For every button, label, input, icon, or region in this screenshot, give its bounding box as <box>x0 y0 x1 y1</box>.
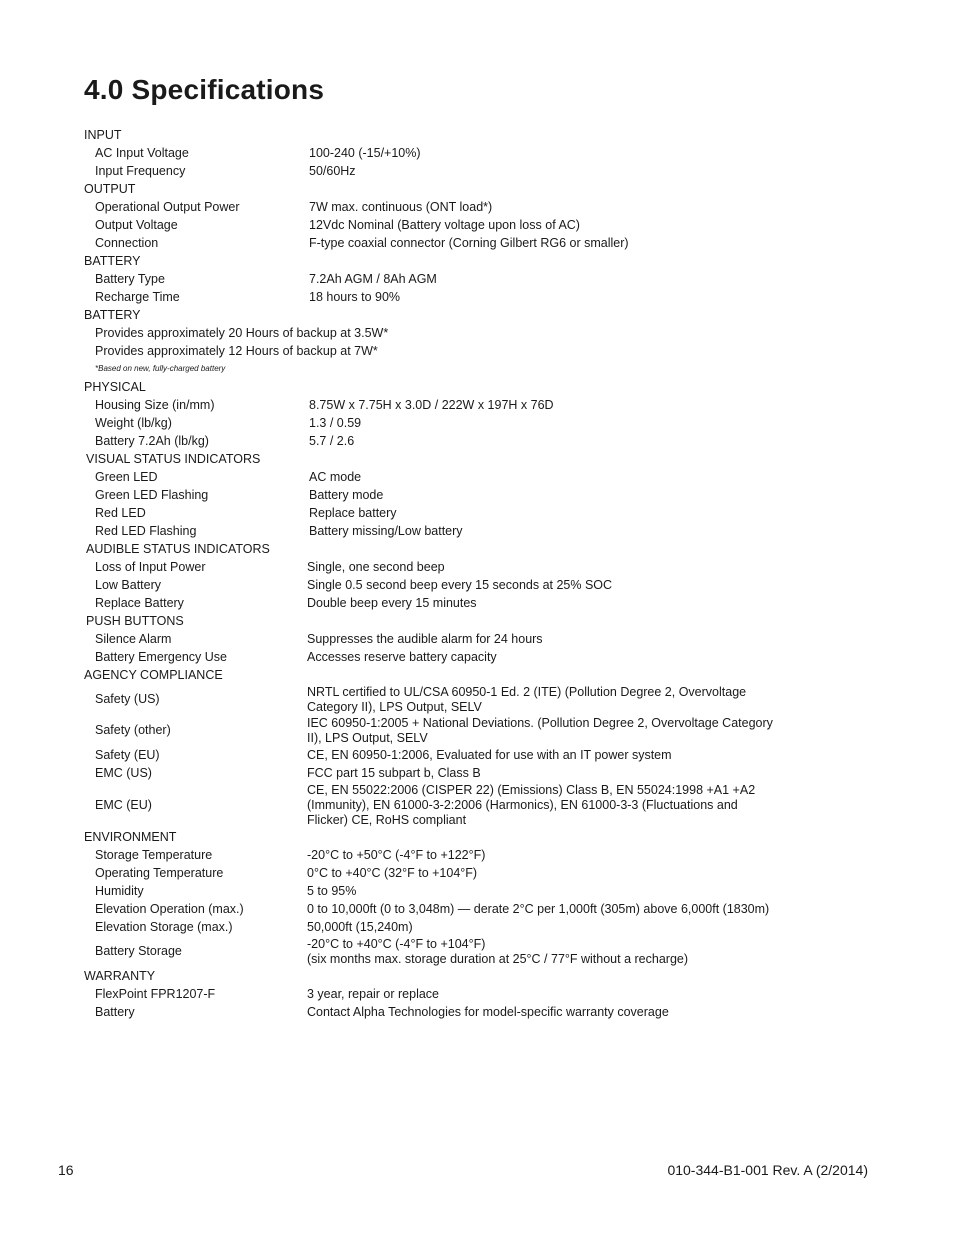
spec-value: 100-240 (-15/+10%) <box>309 145 421 160</box>
spec-label: Battery Type <box>95 271 165 286</box>
value-line: (six months max. storage duration at 25°C / 77°F without a recharge) <box>307 951 689 966</box>
spec-value: AC mode <box>309 469 362 484</box>
spec-label: Silence Alarm <box>95 631 172 646</box>
section-heading-audible: AUDIBLE STATUS INDICATORS <box>86 542 270 556</box>
spec-row <box>84 1003 804 1021</box>
spec-row <box>84 198 804 216</box>
spec-value: 50/60Hz <box>309 163 356 178</box>
spec-label: Operational Output Power <box>95 199 240 214</box>
spec-row <box>84 396 804 414</box>
spec-value: 0°C to +40°C (32°F to +104°F) <box>307 865 478 880</box>
spec-label: FlexPoint FPR1207-F <box>95 986 216 1001</box>
section-heading-battery: BATTERY <box>84 254 141 268</box>
spec-label: Red LED <box>95 505 146 520</box>
spec-row <box>84 900 804 918</box>
spec-value: 0 to 10,000ft (0 to 3,048m) — derate 2°C per 1,000ft (305m) above 6,000ft (1830m) <box>307 901 770 916</box>
spec-row <box>84 270 804 288</box>
spec-label: Housing Size (in/mm) <box>95 397 215 412</box>
spec-row <box>84 630 804 648</box>
backup-note: Provides approximately 20 Hours of backup at 3.5W* <box>95 326 389 340</box>
spec-value <box>307 937 804 967</box>
spec-label: Output Voltage <box>95 217 178 232</box>
section-heading-environment: ENVIRONMENT <box>84 830 177 844</box>
page-number: 16 <box>58 1162 74 1178</box>
spec-label: Battery <box>95 1004 135 1019</box>
section-heading-battery-backup: BATTERY <box>84 308 141 322</box>
spec-value: CE, EN 60950-1:2006, Evaluated for use with an IT power system <box>307 747 672 762</box>
spec-row <box>84 234 804 252</box>
spec-label: EMC (US) <box>95 765 152 780</box>
spec-row <box>84 985 804 1003</box>
spec-row <box>84 558 804 576</box>
value-line: Category II), LPS Output, SELV <box>307 699 482 714</box>
section-heading-push-buttons: PUSH BUTTONS <box>86 614 184 628</box>
spec-label: Elevation Operation (max.) <box>95 901 244 916</box>
spec-value: 5 to 95% <box>307 883 357 898</box>
spec-value: Contact Alpha Technologies for model-specific warranty coverage <box>307 1004 669 1019</box>
footnote: *Based on new, fully-charged battery <box>95 364 226 373</box>
spec-row <box>84 162 804 180</box>
spec-label: Safety (other) <box>95 723 171 737</box>
spec-label: Storage Temperature <box>95 847 213 862</box>
spec-row <box>84 414 804 432</box>
spec-label: Safety (US) <box>95 692 160 706</box>
spec-row <box>84 936 804 967</box>
specifications-table <box>84 126 804 1021</box>
spec-value: 50,000ft (15,240m) <box>307 919 413 934</box>
spec-value: FCC part 15 subpart b, Class B <box>307 765 481 780</box>
spec-value: Replace battery <box>309 505 397 520</box>
spec-label: Elevation Storage (max.) <box>95 919 233 934</box>
spec-row <box>84 715 804 746</box>
spec-label: AC Input Voltage <box>95 145 189 160</box>
spec-value: 3 year, repair or replace <box>307 986 440 1001</box>
value-line: CE, EN 55022:2006 (CISPER 22) (Emissions) Class B, EN 55024:1998 +A1 +A2 <box>307 782 756 797</box>
spec-row <box>84 432 804 450</box>
spec-value: Single, one second beep <box>307 559 445 574</box>
spec-value: F-type coaxial connector (Corning Gilbert RG6 or smaller) <box>309 235 629 250</box>
spec-row <box>84 764 804 782</box>
spec-row <box>84 684 804 715</box>
spec-row <box>84 468 804 486</box>
value-line: -20°C to +40°C (-4°F to +104°F) <box>307 936 486 951</box>
spec-label: Green LED Flashing <box>95 487 209 502</box>
spec-row <box>84 648 804 666</box>
spec-value: Single 0.5 second beep every 15 seconds at 25% SOC <box>307 577 613 592</box>
spec-value: 5.7 / 2.6 <box>309 433 355 448</box>
spec-row <box>84 216 804 234</box>
spec-label: Green LED <box>95 469 158 484</box>
value-line: NRTL certified to UL/CSA 60950-1 Ed. 2 (ITE) (Pollution Degree 2, Overvoltage <box>307 684 747 699</box>
spec-row <box>84 486 804 504</box>
spec-label: Replace Battery <box>95 595 184 610</box>
spec-row <box>84 918 804 936</box>
section-heading-output: OUTPUT <box>84 182 136 196</box>
spec-label: Loss of Input Power <box>95 559 206 574</box>
spec-value <box>307 685 804 715</box>
spec-value <box>307 783 804 828</box>
spec-row <box>84 504 804 522</box>
spec-label: Safety (EU) <box>95 747 160 762</box>
document-id: 010-344-B1-001 Rev. A (2/2014) <box>667 1162 868 1178</box>
spec-label: Battery Storage <box>95 944 182 958</box>
spec-row <box>84 746 804 764</box>
value-line: II), LPS Output, SELV <box>307 730 428 745</box>
spec-value <box>307 716 804 746</box>
spec-label: Low Battery <box>95 577 162 592</box>
spec-label: Operating Temperature <box>95 865 224 880</box>
value-line: Flicker) CE, RoHS compliant <box>307 812 467 827</box>
spec-label: Input Frequency <box>95 163 186 178</box>
section-heading-agency: AGENCY COMPLIANCE <box>84 668 223 682</box>
spec-value: 12Vdc Nominal (Battery voltage upon loss of AC) <box>309 217 580 232</box>
spec-value: Suppresses the audible alarm for 24 hours <box>307 631 543 646</box>
spec-value: 18 hours to 90% <box>309 289 401 304</box>
section-heading-warranty: WARRANTY <box>84 969 156 983</box>
spec-row <box>84 288 804 306</box>
spec-label: Humidity <box>95 883 144 898</box>
spec-value: 7W max. continuous (ONT load*) <box>309 199 493 214</box>
spec-value: -20°C to +50°C (-4°F to +122°F) <box>307 847 486 862</box>
spec-label: Weight (lb/kg) <box>95 415 172 430</box>
spec-row <box>84 882 804 900</box>
spec-label: Connection <box>95 235 159 250</box>
spec-value: 7.2Ah AGM / 8Ah AGM <box>309 271 437 286</box>
spec-label: Recharge Time <box>95 289 180 304</box>
backup-note: Provides approximately 12 Hours of backup at 7W* <box>95 344 378 358</box>
spec-value: 1.3 / 0.59 <box>309 415 362 430</box>
spec-row <box>84 782 804 828</box>
spec-value: Battery missing/Low battery <box>309 523 463 538</box>
spec-row <box>84 144 804 162</box>
spec-value: 8.75W x 7.75H x 3.0D / 222W x 197H x 76D <box>309 397 554 412</box>
section-heading-input: INPUT <box>84 128 122 142</box>
spec-label: EMC (EU) <box>95 797 152 812</box>
spec-label: Battery 7.2Ah (lb/kg) <box>95 433 209 448</box>
value-line: IEC 60950-1:2005 + National Deviations. (Pollution Degree 2, Overvoltage Category <box>307 715 773 730</box>
spec-label: Red LED Flashing <box>95 523 197 538</box>
spec-label: Battery Emergency Use <box>95 649 227 664</box>
spec-row <box>84 594 804 612</box>
section-heading-physical: PHYSICAL <box>84 380 146 394</box>
page-title: 4.0 Specifications <box>84 74 325 105</box>
spec-row <box>84 864 804 882</box>
spec-value: Accesses reserve battery capacity <box>307 649 497 664</box>
spec-row <box>84 576 804 594</box>
spec-row <box>84 522 804 540</box>
spec-value: Battery mode <box>309 487 384 502</box>
spec-row <box>84 846 804 864</box>
section-heading-visual: VISUAL STATUS INDICATORS <box>86 452 261 466</box>
spec-value: Double beep every 15 minutes <box>307 595 477 610</box>
value-line: (Immunity), EN 61000-3-2:2006 (Harmonics), EN 61000-3-3 (Fluctuations and <box>307 797 738 812</box>
